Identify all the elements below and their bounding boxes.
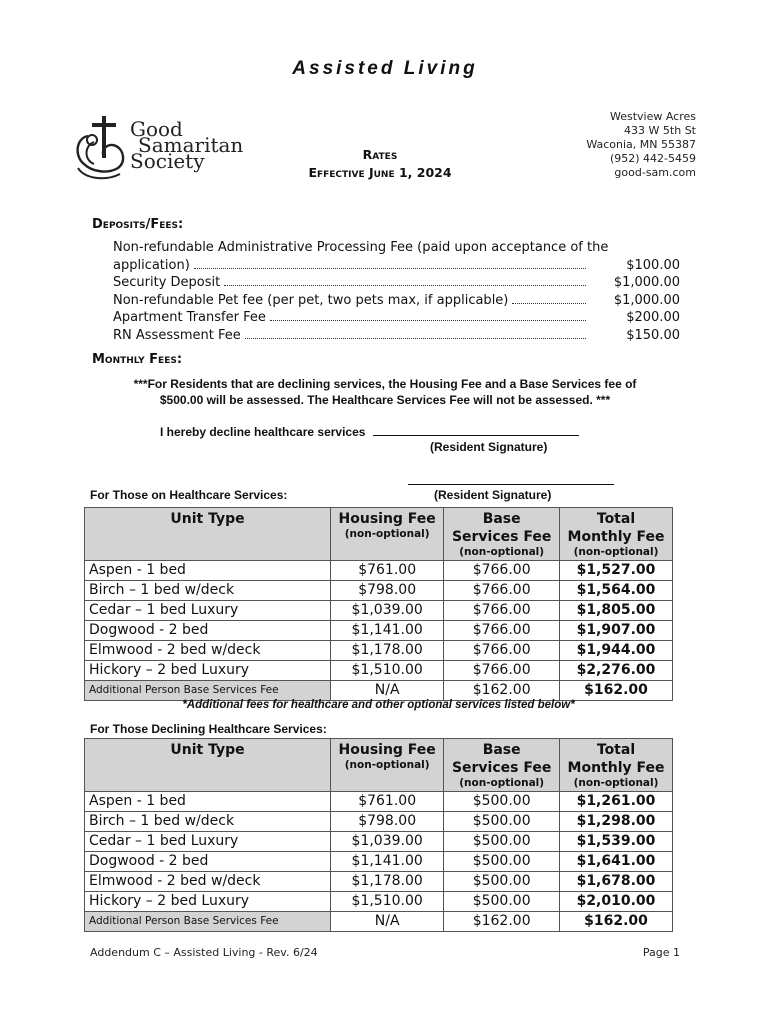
fee-amount: $200.00 <box>626 310 680 325</box>
logo-text-samaritan: Samaritan <box>138 133 244 157</box>
cell-unit: Dogwood - 2 bed <box>85 621 331 641</box>
cell-housing: $761.00 <box>331 792 444 812</box>
cell-total: $1,805.00 <box>560 601 673 621</box>
cell-housing: $1,039.00 <box>331 832 444 852</box>
cell-unit: Aspen - 1 bed <box>85 561 331 581</box>
table-row <box>85 561 673 581</box>
notice-line-2: $500.00 will be assessed. The Healthcare Services Fee will not be assessed. *** <box>159 393 611 407</box>
cell-total: $1,564.00 <box>560 581 673 601</box>
cell-base: $500.00 <box>444 792 560 812</box>
header-housing-fee-sub: (non-optional) <box>344 528 430 540</box>
header-base-sub: (non-optional) <box>459 777 545 789</box>
cell-base: $766.00 <box>444 581 560 601</box>
resident-signature-label-1: (Resident Signature) <box>430 440 548 454</box>
cell-unit: Cedar – 1 bed Luxury <box>85 601 331 621</box>
table-row <box>85 832 673 852</box>
header-total-monthly-fee <box>560 739 673 792</box>
healthcare-section-label: For Those on Healthcare Services: <box>90 488 288 502</box>
fee-item-pet-fee <box>113 292 680 310</box>
rates-label: Rates <box>362 147 398 162</box>
cell-housing: $761.00 <box>331 561 444 581</box>
street-address: 433 W 5th St <box>624 124 696 137</box>
cell-housing: $798.00 <box>331 581 444 601</box>
signature-line-2[interactable] <box>408 472 614 485</box>
cell-base: $766.00 <box>444 561 560 581</box>
cell-total: $1,539.00 <box>560 832 673 852</box>
header-unit-type: Unit Type <box>85 739 331 792</box>
dot-leader <box>245 338 586 339</box>
table-row <box>85 601 673 621</box>
cell-base: $500.00 <box>444 832 560 852</box>
deposits-heading: Deposits/Fees: <box>92 217 184 232</box>
header-total-sub: (non-optional) <box>573 777 659 789</box>
header-housing-fee-label: Housing Fee <box>338 742 436 758</box>
cell-housing: $1,178.00 <box>331 641 444 661</box>
cell-housing: $1,141.00 <box>331 852 444 872</box>
cell-base: $500.00 <box>444 892 560 912</box>
table-row <box>85 872 673 892</box>
cell-total: $1,261.00 <box>560 792 673 812</box>
header-total-monthly-fee <box>560 508 673 561</box>
declining-notice <box>80 376 690 408</box>
fee-amount: $1,000.00 <box>613 275 680 290</box>
cell-total: $1,944.00 <box>560 641 673 661</box>
table-row-additional-person <box>85 912 673 932</box>
cell-total: $1,298.00 <box>560 812 673 832</box>
monthly-fees-heading: Monthly Fees: <box>92 352 183 367</box>
header-base-label-2: Services Fee <box>451 529 552 545</box>
cell-housing: $1,039.00 <box>331 601 444 621</box>
dot-leader <box>224 285 586 286</box>
header-base-label-2: Services Fee <box>451 760 552 776</box>
good-samaritan-logo <box>74 112 244 184</box>
cell-total: $2,276.00 <box>560 661 673 681</box>
facility-address <box>586 110 696 180</box>
header-total-label-1: Total <box>596 511 636 527</box>
healthcare-rates-table <box>84 507 673 701</box>
cell-base: $162.00 <box>444 912 560 932</box>
header-base-sub: (non-optional) <box>459 546 545 558</box>
header-base-label-1: Base <box>482 742 521 758</box>
cell-housing: N/A <box>331 681 444 701</box>
cell-base: $162.00 <box>444 681 560 701</box>
fee-item-rn-assessment <box>113 327 680 345</box>
fee-amount: $100.00 <box>626 257 680 273</box>
header-housing-fee-label: Housing Fee <box>338 511 436 527</box>
website: good-sam.com <box>614 166 696 179</box>
cell-housing: $798.00 <box>331 812 444 832</box>
cell-unit: Hickory – 2 bed Luxury <box>85 892 331 912</box>
header-base-label-1: Base <box>482 511 521 527</box>
header-total-sub: (non-optional) <box>573 546 659 558</box>
fee-label: RN Assessment Fee <box>113 327 241 343</box>
cell-base: $500.00 <box>444 852 560 872</box>
cell-unit: Cedar – 1 bed Luxury <box>85 832 331 852</box>
fee-admin-line1 <box>113 239 680 257</box>
cell-base: $766.00 <box>444 601 560 621</box>
rates-heading <box>280 146 480 182</box>
header-housing-fee <box>331 739 444 792</box>
header-total-label-2: Monthly Fee <box>567 760 665 776</box>
resident-signature-label-2: (Resident Signature) <box>434 488 552 502</box>
fee-label: Non-refundable Pet fee (per pet, two pets max, if applicable) <box>113 292 509 308</box>
header-housing-fee-sub: (non-optional) <box>344 759 430 771</box>
table-row <box>85 581 673 601</box>
cell-total: $2,010.00 <box>560 892 673 912</box>
fee-amount: $1,000.00 <box>613 292 680 308</box>
fee-item-admin <box>113 257 680 275</box>
cell-unit: Elmwood - 2 bed w/deck <box>85 872 331 892</box>
table-row <box>85 661 673 681</box>
cell-total: $1,527.00 <box>560 561 673 581</box>
declining-rates-table <box>84 738 673 932</box>
cell-unit: Additional Person Base Services Fee <box>85 681 331 701</box>
cross-emblem-icon <box>74 112 130 184</box>
cell-base: $766.00 <box>444 641 560 661</box>
facility-name: Westview Acres <box>609 110 696 123</box>
table-header-row <box>85 508 673 561</box>
table-row <box>85 792 673 812</box>
cell-total: $162.00 <box>560 681 673 701</box>
cell-unit: Aspen - 1 bed <box>85 792 331 812</box>
cell-housing: $1,510.00 <box>331 661 444 681</box>
page-title: Assisted Living <box>292 58 478 79</box>
cell-housing: N/A <box>331 912 444 932</box>
fee-item-security-deposit <box>113 274 680 292</box>
table-row <box>85 892 673 912</box>
effective-date: Effective June 1, 2024 <box>308 165 452 180</box>
dot-leader <box>270 320 586 321</box>
cell-total: $1,678.00 <box>560 872 673 892</box>
cell-base: $766.00 <box>444 621 560 641</box>
decline-text: I hereby decline healthcare services <box>160 425 366 439</box>
fee-label: Security Deposit <box>113 275 221 290</box>
cell-total: $162.00 <box>560 912 673 932</box>
fee-label: application) <box>113 257 190 273</box>
declining-section-label: For Those Declining Healthcare Services: <box>90 722 327 736</box>
header-unit-type: Unit Type <box>85 508 331 561</box>
table-row <box>85 812 673 832</box>
table-row-additional-person <box>85 681 673 701</box>
cell-housing: $1,510.00 <box>331 892 444 912</box>
city-state-zip: Waconia, MN 55387 <box>586 138 696 151</box>
footer-document-label: Addendum C – Assisted Living - Rev. 6/24 <box>90 946 318 959</box>
cell-unit: Hickory – 2 bed Luxury <box>85 661 331 681</box>
cell-unit: Dogwood - 2 bed <box>85 852 331 872</box>
signature-line-1[interactable] <box>373 435 579 436</box>
decline-statement <box>160 425 579 439</box>
logo-text-good: Good <box>130 117 183 141</box>
cell-unit: Additional Person Base Services Fee <box>85 912 331 932</box>
dot-leader <box>194 268 586 269</box>
cell-housing: $1,178.00 <box>331 872 444 892</box>
footer-page-number: Page 1 <box>642 946 680 959</box>
header-housing-fee <box>331 508 444 561</box>
cell-base: $766.00 <box>444 661 560 681</box>
fee-amount: $150.00 <box>626 327 680 343</box>
fee-admin-label: Non-refundable Administrative Processing Fee (paid upon acceptance of the <box>113 240 609 255</box>
cell-unit: Elmwood - 2 bed w/deck <box>85 641 331 661</box>
fee-label: Apartment Transfer Fee <box>113 310 266 325</box>
header-total-label-1: Total <box>596 742 636 758</box>
cell-total: $1,641.00 <box>560 852 673 872</box>
header-total-label-2: Monthly Fee <box>567 529 665 545</box>
dot-leader <box>512 303 586 304</box>
notice-line-1: ***For Residents that are declining services, the Housing Fee and a Base Services fee of <box>133 377 637 391</box>
fee-item-transfer-fee <box>113 309 680 327</box>
table-row <box>85 852 673 872</box>
cell-housing: $1,141.00 <box>331 621 444 641</box>
cell-unit: Birch – 1 bed w/deck <box>85 581 331 601</box>
cell-base: $500.00 <box>444 812 560 832</box>
cell-base: $500.00 <box>444 872 560 892</box>
header-base-services-fee <box>444 508 560 561</box>
cell-total: $1,907.00 <box>560 621 673 641</box>
cell-unit: Birch – 1 bed w/deck <box>85 812 331 832</box>
table-row <box>85 621 673 641</box>
phone-number: (952) 442-5459 <box>609 152 696 165</box>
logo-text-society: Society <box>130 149 205 173</box>
table-header-row <box>85 739 673 792</box>
table-row <box>85 641 673 661</box>
additional-fees-note: *Additional fees for healthcare and other optional services listed below* <box>182 699 575 711</box>
header-base-services-fee <box>444 739 560 792</box>
